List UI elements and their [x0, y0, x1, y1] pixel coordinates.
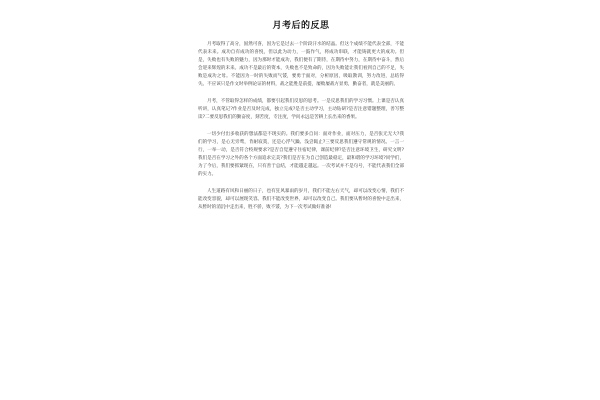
document-title: 月考后的反思 [272, 21, 330, 31]
paragraph-1: 月考取得了高分，固然可喜，因为它是过去一个阶段汗水的结晶。但这个成绩不能代表全部，不能代表未来。成功自有成功的喜悦，但以此为动力，一鼓作气，将成功串联，才能铸就更大的成功。但是，失败也有失败的魅力，因为那时才能成功，我们便有了期待，在期待中努力，在期待中奋斗，然后会迎来辉煌的未来。成功不是最后的资本，失败也不是致命的，因为失败能让我们看到自己的不足，失败是成功之母。不能因为一时的失败而气馁，要勇于面对，分析原因，吸取教训，努力改进，总结得失。不应该只是作文时举例论证的材料，战之能胜是前提，屡败屡战方显勇，勤奋者，就是美丽的。 [198, 42, 404, 88]
paragraph-2: 月考，不管取得怎样的成绩，都要引起我们反思的思考。一是反思我们的学习习惯。上课是否认真听讲，认真笔记?作业是否及时完成，独立完成?是否主动学习，主动钻研?是否注意错题整理，善写整读?二要反思我们的勤奋度，刻苦度，专注度，学问永远是苦耕上长出来的香果。 [198, 99, 404, 121]
document-body [198, 18, 404, 221]
paragraph-4: 人生道路有风和日丽的日子，也有狂风暴雨的岁月，我们不能左右天气，却可以改变心情，我们不能改变容貌，却可以展现笑容。我们不能改变世界，却可以改变自己。我们要从暂时的喜悦中走出来，从暂时的消沉中走出来，胜不骄，败不馁，为下一次考试做好准备! [198, 188, 404, 211]
paragraph-3: 一切少付出多收获的想法都是不现实的。我们要多自问：面对作业，面对压力，是否张无无大?我们的学习，是心无旁骛，肯耐寂寞，还是心浮气躁、浅尝辄止?三要反思我们遵守常规的情况。一言一行，一举一动，是否符合校规要求?是否自觉遵守住宿纪律，课前纪律?是否注意环境卫生，研究文明?我们是否在学习之外的各个方面追求完美?我们是否在为自己创造最稳定，最和谐的学习环境?同学们，为了今后，我们要抓紧现在，只有善于总结，才能越走越远。一次考试并不是句号，不能代表我们全部的实力。 [198, 131, 404, 178]
